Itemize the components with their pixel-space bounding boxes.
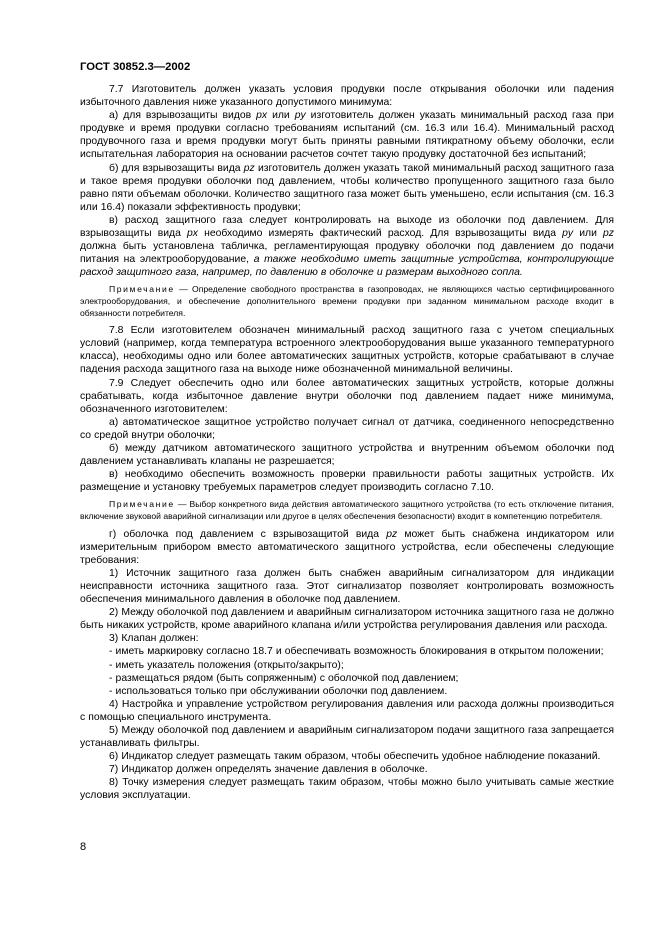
paragraph-7-9-c: в) необходимо обеспечить возможность проверки правильности работы защитных устройств. Их размещение и установку требуемых параметров следует производить согласно 7.10. bbox=[80, 469, 614, 494]
paragraph-7-7-b: б) для взрывозащиты вида pz изготовитель должен указать такой минимальный расход защитного газа и такое время продувки оболочки под давлением, чтобы количество пропущенного защитного газа было равно пяти объемам оболочки. Количество защитного газа может быть уменьшено, если испытания (см. 16.3 или 16.4) показали эффективность продувки; bbox=[80, 162, 614, 213]
dash-item-2: - иметь указатель положения (открыто/закрыто); bbox=[109, 659, 344, 671]
dash-item-3: - размещаться рядом (быть сопряженным) с оболочкой под давлением; bbox=[109, 672, 459, 684]
list-item-4: 4) Настройка и управление устройством регулирования давления или расхода должны производиться с помощью специального инструмента. bbox=[80, 698, 614, 723]
note-2: Примечание — Выбор конкретного вида действия автоматического защитного устройства (то есть отключение питания, включение звуковой аварийной сигнализации или другое в целях обеспечения безопасности) входит в компетенцию потребителя. bbox=[80, 499, 614, 521]
paragraph-7-9-b: б) между датчиком автоматического защитного устройства и внутренним объемом оболочки под давлением устанавливать клапаны не разрешается; bbox=[80, 443, 614, 468]
document-body bbox=[80, 83, 614, 803]
list-item-8: 8) Точку измерения следует размещать таким образом, чтобы можно было учитывать самые жесткие условия эксплуатации. bbox=[80, 777, 614, 802]
list-item-5: 5) Между оболочкой под давлением и аварийным сигнализатором подачи защитного газа запрещается устанавливать фильтры. bbox=[80, 725, 614, 750]
list-item-3: 3) Клапан должен: bbox=[109, 633, 199, 645]
paragraph-7-7: 7.7 Изготовитель должен указать условия продувки после открывания оболочки или падения избыточного давления ниже указанного допустимого минимума: bbox=[80, 84, 614, 109]
paragraph-7-9: 7.9 Следует обеспечить одно или более автоматических защитных устройств, которые должны срабатывать, когда избыточное давление внутри оболочки под давлением падает ниже минимума, обозначенного изготовителем: bbox=[80, 377, 614, 415]
paragraph-7-7-a: а) для взрывозащиты видов px или py изготовитель должен указать минимальный расход газа при продувке и время продувки согласно требованиям испытаний (см. 16.3 или 16.4). Минимальный расход продувочного газа и время продувки могут быть приняты равными пятикратному объему оболочки, если испытательная лаборатория на основании расчетов сочтет такую продувку достаточной без испытаний; bbox=[80, 110, 614, 161]
list-item-7: 7) Индикатор должен определять значение давления в оболочке. bbox=[109, 764, 428, 776]
list-item-6: 6) Индикатор следует размещать таким образом, чтобы обеспечить удобное наблюдение показаний. bbox=[109, 751, 601, 763]
paragraph-7-8: 7.8 Если изготовителем обозначен минимальный расход защитного газа с учетом специальных условий (например, когда температура встроенного электрооборудования выше указанного температурного класса), необходимы одно или более автоматических защитных устройств, которые срабатывают в случае падения расхода защитного газа на выходе ниже обозначенной минимальной величины. bbox=[80, 325, 614, 376]
document-header: ГОСТ 30852.3—2002 bbox=[80, 61, 191, 73]
page-number: 8 bbox=[80, 841, 87, 853]
dash-item-4: - использоваться только при обслуживании оболочки под давлением. bbox=[109, 685, 448, 697]
note-1: Примечание — Определение свободного пространства в газопроводах, не являющихся частью сертифицированного электрооборудования, и обеспечение дополнительного времени продувки при заданном минимальном расходе входит в обязанности потребителя. bbox=[80, 284, 614, 318]
paragraph-7-9-a: а) автоматическое защитное устройство получает сигнал от датчика, соединенного непосредственно со средой внутри оболочки; bbox=[80, 416, 614, 441]
paragraph-7-9-g: г) оболочка под давлением с взрывозащитой вида pz может быть снабжена индикатором или измерительным прибором вместо автоматического защитного устройства, если обеспечены следующие требования: bbox=[80, 528, 615, 566]
list-item-2: 2) Между оболочкой под давлением и аварийным сигнализатором источника защитного газа не должно быть никаких устройств, кроме аварийного клапана и/или устройства регулирования давления или расхода. bbox=[80, 607, 615, 632]
paragraph-7-7-c: в) расход защитного газа следует контролировать на выходе из оболочки под давлением. Для взрывозащиты вида px необходимо измерять фактический расход. Для взрывозащиты вида py или pz должна быть установлена табличка, регламентирующая продувку оболочки под давлением до подачи питания на электрооборудование, а также необходимо иметь защитные устройства, контролирующие расход защитного газа, например, по давлению в оболочке и размерам выходного сопла. bbox=[80, 214, 614, 279]
dash-item-1: - иметь маркировку согласно 18.7 и обеспечивать возможность блокирования в открытом положении; bbox=[109, 646, 604, 658]
list-item-1: 1) Источник защитного газа должен быть снабжен аварийным сигнализатором для индикации неисправности источника защитного газа. Этот сигнализатор позволяет контролировать возможность обеспечения минимального давления в оболочке под давлением. bbox=[80, 567, 614, 606]
